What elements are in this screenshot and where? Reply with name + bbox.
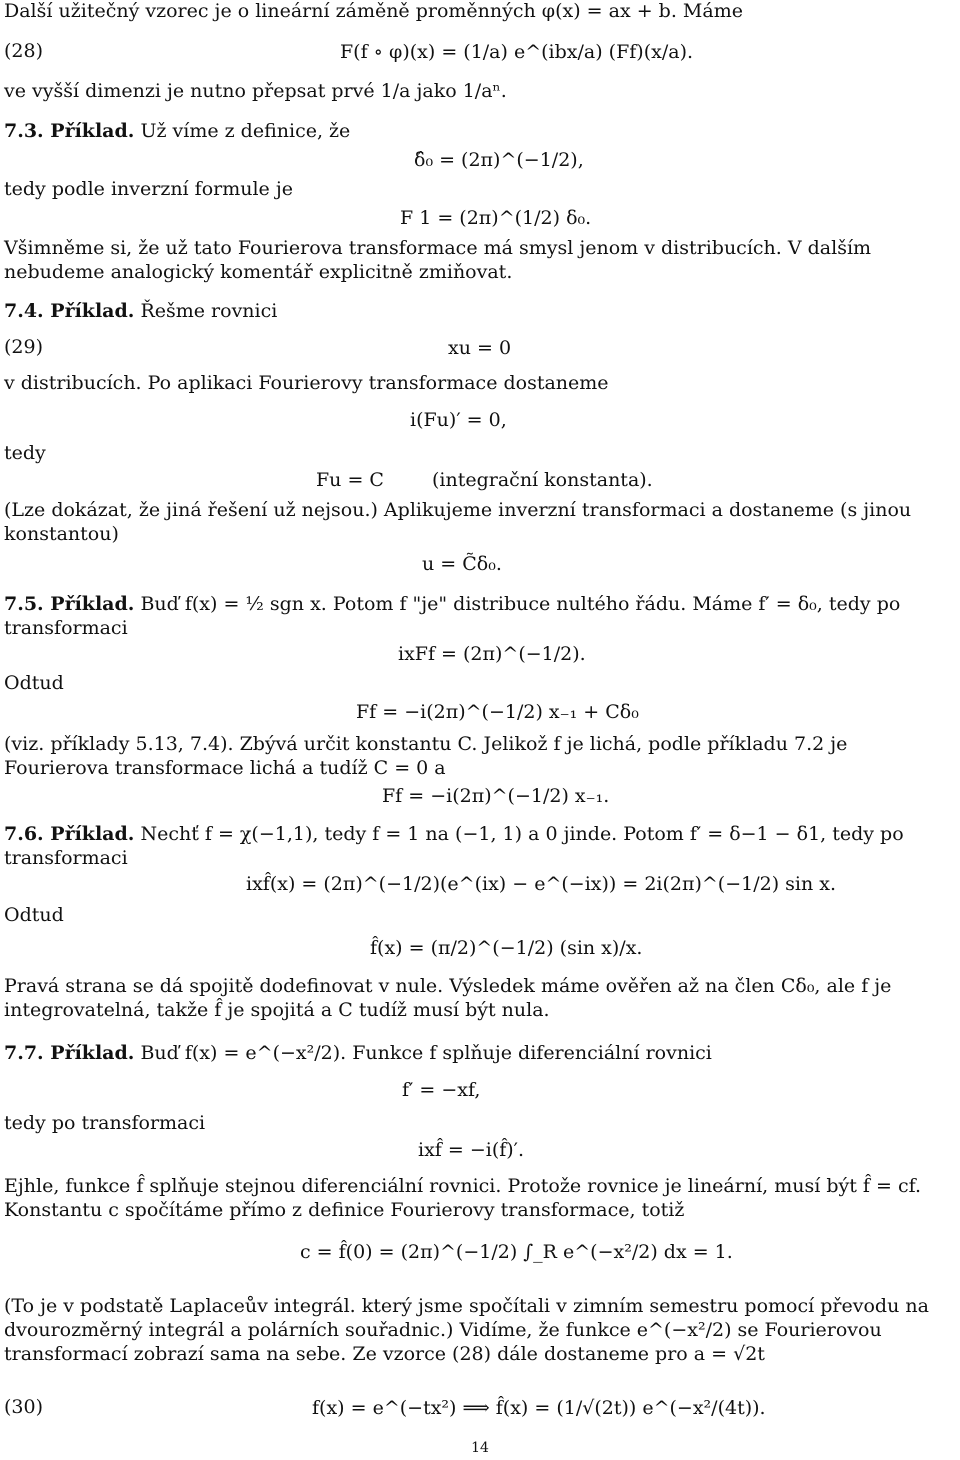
text-line: transformaci	[4, 617, 128, 639]
equation: f(x) = e^(−tx²) ⟹ f̂(x) = (1/√(2t)) e^(−x²/(4t)).	[312, 1397, 766, 1419]
example-heading: 7.7. Příklad.	[4, 1042, 135, 1064]
paragraph: Pravá strana se dá spojitě dodefinovat v nule. Výsledek máme ověřen až na člen Cδ₀, ale f je integrovatelná, takže f̂ je spojitá a C tudíž musí být nula.	[4, 975, 892, 1021]
example-7-6	[4, 822, 954, 870]
paragraph: (viz. příklady 5.13, 7.4). Zbývá určit konstantu C. Jelikož f je lichá, podle příkladu 7.2 je Fourierova transformace lichá a tudíž C = 0 a	[4, 733, 848, 779]
equation: Ff = −i(2π)^(−1/2) x₋₁.	[382, 785, 610, 807]
example-7-3	[4, 120, 954, 143]
equation: Ff = −i(2π)^(−1/2) x₋₁ + Cδ₀	[356, 701, 639, 723]
text-line: Odtud	[4, 904, 64, 926]
equation: u = C̃δ₀.	[422, 553, 502, 575]
paragraph: (Lze dokázat, že jiná řešení už nejsou.) Aplikujeme inverzní transformaci a dostaneme (s jinou konstantou)	[4, 499, 912, 545]
equation-number: (30)	[4, 1396, 44, 1418]
equation-note: (integrační konstanta).	[432, 469, 653, 491]
example-text: Buď f(x) = ½ sgn x. Potom f "je" distribuce nultého řádu. Máme f′ = δ₀, tedy po	[140, 593, 901, 615]
example-text: Buď f(x) = e^(−x²/2). Funkce f splňuje diferenciální rovnici	[140, 1042, 712, 1064]
paragraph: Ejhle, funkce f̂ splňuje stejnou diferenciální rovnici. Protože rovnice je lineární, musí být f̂ = cf. Konstantu c spočítáme přímo z definice Fourierovy transformace, totiž	[4, 1175, 921, 1221]
paragraph: Všimněme si, že už tato Fourierova transformace má smysl jenom v distribucích. V dalším nebudeme analogický komentář explicitně zmiňovat.	[4, 237, 872, 283]
text-line: tedy podle inverzní formule je	[4, 178, 293, 200]
equation: ixFf = (2π)^(−1/2).	[398, 643, 586, 665]
equation: f̂(x) = (π/2)^(−1/2) (sin x)/x.	[370, 937, 643, 959]
text-line: ve vyšší dimenzi je nutno přepsat prvé 1/a jako 1/aⁿ.	[4, 80, 507, 102]
equation: i(Fu)′ = 0,	[410, 409, 507, 431]
example-text: Nechť f = χ(−1,1), tedy f = 1 na (−1, 1) a 0 jinde. Potom f′ = δ−1 − δ1, tedy po	[140, 823, 904, 845]
equation: F(f ∘ φ)(x) = (1/a) e^(ibx/a) (Ff)(x/a).	[340, 41, 694, 63]
text-line: Další užitečný vzorec je o lineární záměně proměnných φ(x) = ax + b. Máme	[4, 0, 743, 22]
equation: δ̂₀ = (2π)^(−1/2),	[414, 149, 584, 171]
equation: f′ = −xf,	[402, 1079, 481, 1101]
text-line: transformaci	[4, 847, 128, 869]
equation-number: (28)	[4, 40, 44, 62]
page-number: 14	[471, 1440, 489, 1456]
equation: Fu = C	[316, 469, 384, 491]
equation: ixf̂(x) = (2π)^(−1/2)(e^(ix) − e^(−ix)) = 2i(2π)^(−1/2) sin x.	[246, 873, 837, 895]
example-heading: 7.3. Příklad.	[4, 120, 135, 142]
equation: xu = 0	[448, 337, 512, 359]
equation-number: (29)	[4, 336, 44, 358]
equation: ixf̂ = −i(f̂)′.	[418, 1139, 525, 1161]
text-line: tedy po transformaci	[4, 1112, 206, 1134]
paragraph: (To je v podstatě Laplaceův integrál. který jsme spočítali v zimním semestru pomocí převodu na dvourozměrný integrál a polárních souřadnic.) Vidíme, že funkce e^(−x²/2) se Fourierovou transformací zobrazí sama na sebe. Ze vzorce (28) dále dostaneme pro a = √2t	[4, 1295, 929, 1365]
example-7-7	[4, 1042, 954, 1065]
text-line: tedy	[4, 442, 46, 464]
equation: F 1 = (2π)^(1/2) δ₀.	[400, 207, 592, 229]
example-text: Řešme rovnici	[140, 300, 278, 322]
example-heading: 7.5. Příklad.	[4, 593, 135, 615]
text-line: Odtud	[4, 672, 64, 694]
example-7-4	[4, 300, 954, 323]
example-heading: 7.6. Příklad.	[4, 823, 135, 845]
example-heading: 7.4. Příklad.	[4, 300, 135, 322]
text-line: v distribucích. Po aplikaci Fourierovy transformace dostaneme	[4, 372, 609, 394]
equation: c = f̂(0) = (2π)^(−1/2) ∫_R e^(−x²/2) dx = 1.	[300, 1241, 733, 1263]
example-7-5	[4, 592, 954, 640]
example-text: Už víme z definice, že	[140, 120, 351, 142]
